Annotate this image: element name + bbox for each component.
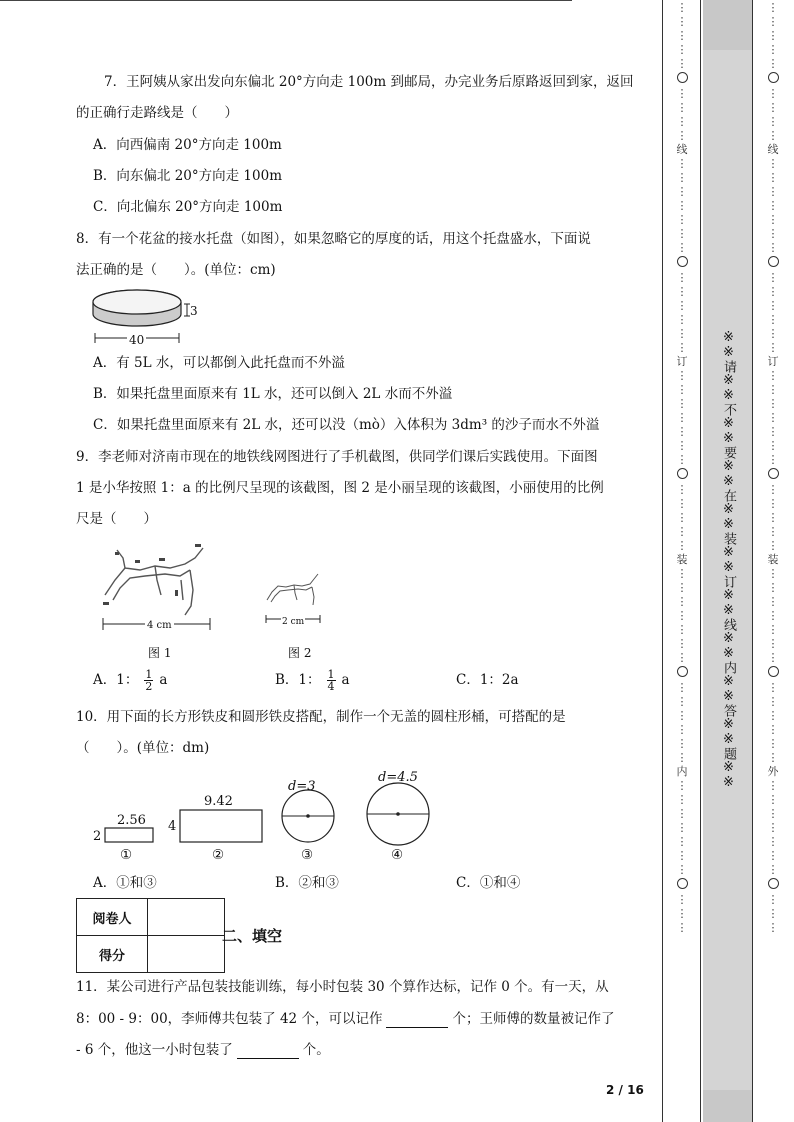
binding-dots-right: ⋮ ⋮ ⋮ ⋮ ⋮ ⋮ ⋮ ⋮ ⋮ 线 ⋮ ⋮ ⋮ ⋮ ⋮ ⋮ ⋮ ⋮ ⋮ ⋮ ⋮ ⋮ ⋮ 订 ⋮ ⋮ ⋮ ⋮ ⋮ ⋮ ⋮ ⋮ ⋮ ⋮ ⋮ ⋮ 装 ⋮ ⋮ ⋮ ⋮ ⋮ ⋮ ⋮ ⋮ ⋮ ⋮ ⋮ ⋮ ⋮ 外 ⋮ ⋮ ⋮ ⋮ ⋮ ⋮ ⋮ ⋮ ⋮ ⋮ [767,1,779,934]
q7-stem-line1: 7．王阿姨从家出发向东偏北 20°方向走 100m 到邮局，办完业务后原路返回到家，返回 [104,74,634,90]
left-mark-ding: 订 [676,355,688,368]
score-cell[interactable] [148,936,225,973]
circle1-diameter-label: d=3 [288,779,316,794]
binding-dots-left: ⋮ ⋮ ⋮ ⋮ ⋮ ⋮ ⋮ ⋮ ⋮ 线 ⋮ ⋮ ⋮ ⋮ ⋮ ⋮ ⋮ ⋮ ⋮ ⋮ ⋮ ⋮ ⋮ 订 ⋮ ⋮ ⋮ ⋮ ⋮ ⋮ ⋮ ⋮ ⋮ ⋮ ⋮ ⋮ 装 ⋮ ⋮ ⋮ ⋮ ⋮ ⋮ ⋮ ⋮ ⋮ ⋮ ⋮ ⋮ ⋮ 内 ⋮ ⋮ ⋮ ⋮ ⋮ ⋮ ⋮ ⋮ ⋮ ⋮ [676,1,688,934]
tray-height-label: 3 [190,304,198,318]
q11-blank-1[interactable] [386,1013,448,1028]
q8-option-b: B．如果托盘里面原来有 1L 水，还可以倒入 2L 水而不外溢 [93,386,453,402]
q8-option-c: C．如果托盘里面原来有 2L 水，还可以没（mò）入体积为 3dm³ 的沙子而水不外溢 [93,417,600,433]
q10-option-b: B．②和③ [275,875,339,891]
q10-stem-line1: 10．用下面的长方形铁皮和圆形铁皮搭配，制作一个无盖的圆柱形桶，可搭配的是 [76,709,566,725]
left-mark-nei: 内 [676,765,688,778]
q8-stem-line2: 法正确的是（ ）。(单位：cm) [76,262,276,278]
q7-option-a: A．向西偏南 20°方向走 100m [93,137,282,153]
right-mark-wai: 外 [767,765,779,778]
page-number: 2 / 16 [606,1083,644,1097]
q10-option-a: A．①和③ [93,875,157,891]
q9-option-a: A．1： $\frac{1}{2}$ a [93,668,168,693]
q9-option-c: C．1：2a [456,672,519,688]
q9-option-b: B．1： $\frac{1}{4}$ a [275,668,350,693]
right-mark-ding: 订 [767,355,779,368]
fig1-scale-label: 4 cm [145,617,174,635]
q7-option-b: B．向东偏北 20°方向走 100m [93,168,282,184]
shape-label-3: ③ [301,847,314,863]
q9-stem-line2: 1 是小华按照 1：a 的比例尺呈现的该截图，图 2 是小丽呈现的该截图，小丽使用的比例 [76,480,604,496]
q11-blank-2[interactable] [237,1044,299,1059]
q11-stem-line2: 8：00 - 9：00，李师傅共包装了 42 个，可以记作 个；王师傅的数量被记作了 [76,1011,615,1027]
q7-stem-line2: 的正确行走路线是（ ） [76,105,238,121]
fig2-scale-label: 2 cm [281,613,305,631]
circle2-diameter-label: d=4.5 [378,770,418,785]
q9-stem-line3: 尺是（ ） [76,511,157,527]
reviewer-label: 阅卷人 [77,899,148,936]
q11-stem-line3: - 6 个，他这一小时包装了 个。 [76,1042,330,1058]
left-mark-zhuang: 装 [676,553,688,566]
binding-border-left [662,0,663,1122]
left-mark-xian: 线 [676,143,688,156]
q11-stem-line1: 11．某公司进行产品包装技能训练，每小时包装 30 个算作达标，记作 0 个。有一天，从 [76,979,609,995]
q8-option-a: A．有 5L 水，可以都倒入此托盘而不外溢 [93,355,345,371]
reviewer-cell[interactable] [148,899,225,936]
binding-border-mid [700,0,701,1122]
q10-stem-line2: （ ）。(单位：dm) [76,740,210,756]
shape-label-1: ① [120,847,133,863]
rect1-height-label: 2 [93,829,102,844]
header-rule [0,0,572,1]
binding-border-right [752,0,753,1122]
fig1-caption: 图 1 [148,646,172,660]
rect2-height-label: 4 [168,819,177,834]
shape-label-2: ② [212,847,225,863]
tray-width-label: 40 [129,333,145,347]
binding-warning: ※※请※※不※※要※※在※※装※※订※※线※※内※※答※※题※※ [721,330,736,790]
section-title: 二、填空 [222,927,283,945]
q9-stem-line1: 9．李老师对济南市现在的地铁线网图进行了手机截图，供同学们课后实践使用。下面图 [76,449,598,465]
q10-option-c: C．①和④ [456,875,521,891]
rect1-width-label: 2.56 [117,813,146,828]
fig2-caption: 图 2 [288,646,312,660]
right-mark-zhuang: 装 [767,553,779,566]
shape-label-4: ④ [391,847,404,863]
rect2-width-label: 9.42 [204,794,233,809]
score-label: 得分 [77,936,148,973]
q8-stem-line1: 8．有一个花盆的接水托盘（如图），如果忽略它的厚度的话，用这个托盘盛水，下面说 [76,231,591,247]
q7-option-c: C．向北偏东 20°方向走 100m [93,199,283,215]
score-table [76,898,225,973]
right-mark-xian: 线 [767,143,779,156]
